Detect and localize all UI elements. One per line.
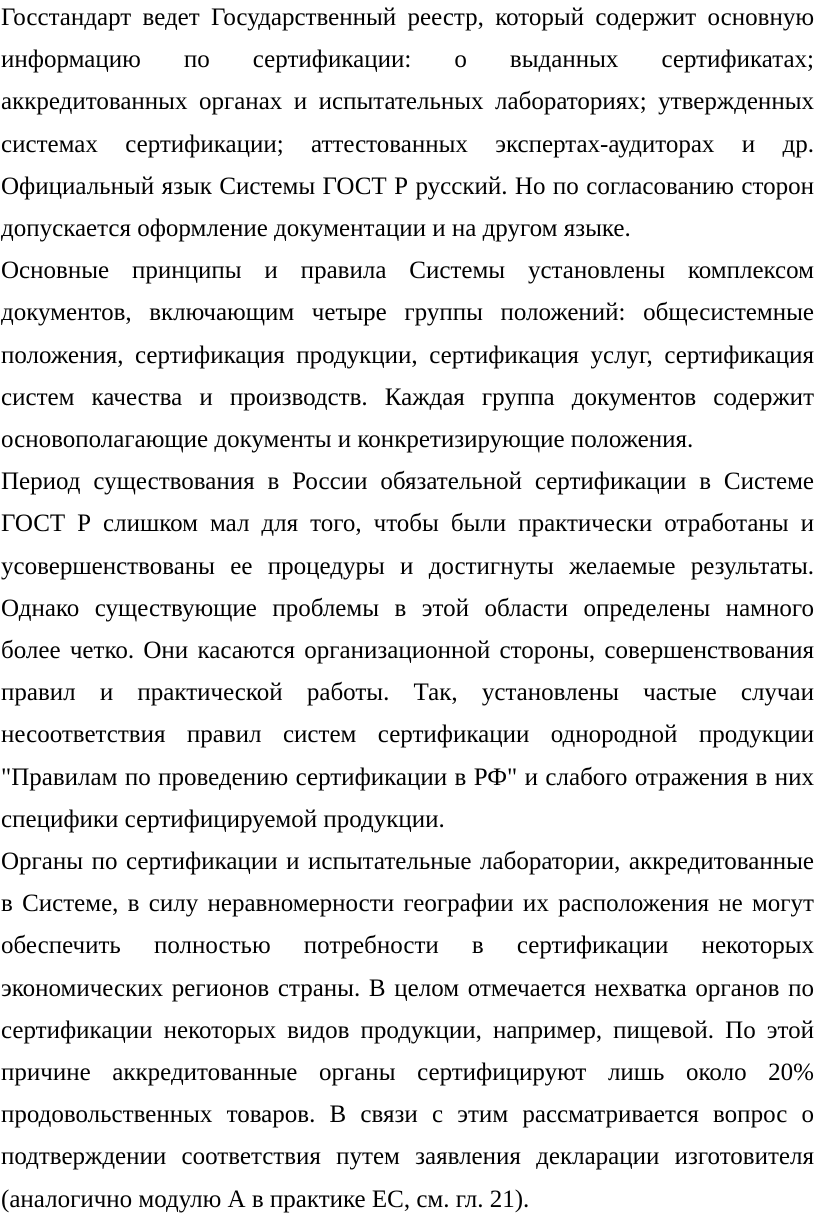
paragraph-registry: Госстандарт ведет Государственный реестр, который содержит основную информацию по сертификации: о выданных сертификатах; аккредитованных органах и испытательных лабораториях; утвержденных системах сертификации; аттестованных экспертах-аудиторах и др. Официальный язык Системы ГОСТ Р русский. Но по согласованию сторон допускается оформление документации и на другом языке. (1, 4, 814, 243)
paragraph-principles: Основные принципы и правила Системы установлены комплексом документов, включающим четыре группы положений: общесистемные положения, сертификация продукции, сертификация услуг, сертификация систем качества и производств. Каждая группа документов содержит основополагающие документы и конкретизирующие положения. (1, 257, 814, 454)
paragraph-problems: Период существования в России обязательной сертификации в Системе ГОСТ Р слишком мал для того, чтобы были практически отработаны и усовершенствованы ее процедуры и достигнуты желаемые результаты. Однако существующие проблемы в этой области определены намного более четко. Они касаются организационной стороны, совершенствования правил и практической работы. Так, установлены частые случаи несоответствия правил систем сертификации однородной продукции "Правилам по проведению сертификации в РФ" и слабого отражения в них специфики сертифицируемой продукции. (1, 468, 814, 833)
paragraph-certification-bodies: Органы по сертификации и испытательные лаборатории, аккредитованные в Системе, в силу неравномерности географии их расположения не могут обеспечить полностью потребности в сертификации некоторых экономических регионов страны. В целом отмечается нехватка органов по сертификации некоторых видов продукции, например, пищевой. По этой причине аккредитованные органы сертифицируют лишь около 20% продовольственных товаров. В связи с этим рассматривается вопрос о подтверждении соответствия путем заявления декларации изготовителя (аналогично модулю А в практике ЕС, см. гл. 21). (1, 848, 814, 1213)
